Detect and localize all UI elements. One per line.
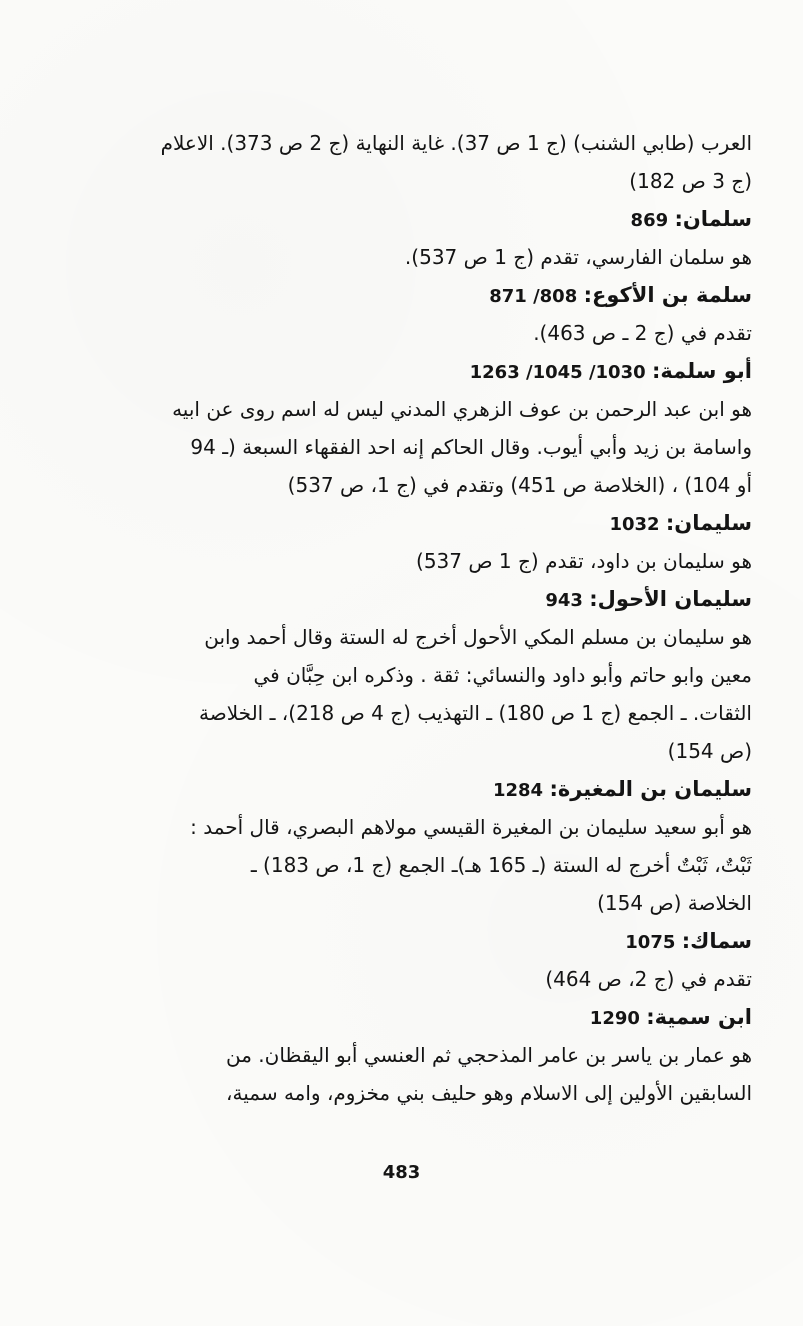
text-line: هو سليمان بن داود، تقدم (ج 1 ص 537): [416, 549, 752, 573]
text-line: (ج 3 ص 182): [629, 169, 752, 193]
entry-reference-numbers: 1075: [625, 932, 676, 953]
text-line: (ص 154): [667, 739, 752, 763]
entry-title: سماك:: [681, 929, 752, 953]
entry-heading: [100, 580, 752, 618]
text-line: هو أبو سعيد سليمان بن المغيرة القيسي مولاهم البصري، قال أحمد :: [190, 815, 752, 839]
page-number: 483: [382, 1162, 421, 1183]
text-line: هو سلمان الفارسي، تقدم (ج 1 ص 537).: [404, 245, 752, 269]
entry-title: سليمان:: [665, 511, 752, 535]
entry-reference-numbers: 943: [545, 590, 583, 611]
entry-reference-numbers: 1032: [609, 514, 660, 535]
entry-reference-numbers: 1290: [589, 1008, 640, 1029]
text-line: واسامة بن زيد وأبي أيوب. وقال الحاكم إنه احد الفقهاء السبعة (ـ 94: [190, 435, 752, 459]
entry-title: ابن سمية:: [646, 1005, 752, 1029]
text-line: هو ابن عبد الرحمن بن عوف الزهري المدني ليس له اسم روى عن ابيه: [172, 397, 752, 421]
text-line: تقدم في (ج 2 ـ ص 463).: [533, 321, 752, 345]
text-line: تقدم في (ج 2، ص 464): [545, 967, 752, 991]
text-line: معين وابو حاتم وأبو داود والنسائي: ثقة . وذكره ابن حِبَّان في: [253, 663, 752, 687]
entry-heading: [100, 200, 752, 238]
entry-title: سليمان بن المغيرة:: [549, 777, 752, 801]
text-line: هو عمار بن ياسر بن عامر المذحجي ثم العنسي أبو اليقظان. من: [226, 1043, 752, 1067]
text-line: أو 104) ، (الخلاصة ص 451) وتقدم في (ج 1، ص 537): [287, 473, 752, 497]
entry-heading: [100, 922, 752, 960]
entry-title: سلمان:: [674, 207, 752, 231]
entry-reference-numbers: 869: [630, 210, 669, 231]
text-line: الثقات. ـ الجمع (ج 1 ص 180) ـ التهذيب (ج 4 ص 218)، ـ الخلاصة: [199, 701, 752, 725]
entry-reference-numbers: 1030/ 1045/ 1263: [469, 362, 646, 383]
entry-heading: [100, 276, 752, 314]
entry-heading: [100, 770, 752, 808]
entry-heading: [100, 504, 752, 542]
entry-heading: [100, 352, 752, 390]
entry-reference-numbers: 808/ 871: [489, 286, 578, 307]
text-line: العرب (طابي الشنب) (ج 1 ص 37). غاية النهاية (ج 2 ص 373). الاعلام: [160, 131, 752, 155]
page-text-block: [100, 124, 752, 1112]
text-line: هو سليمان بن مسلم المكي الأحول أخرج له الستة وقال أحمد وابن: [204, 625, 752, 649]
entry-title: سلمة بن الأكوع:: [583, 283, 752, 307]
entry-title: أبو سلمة:: [652, 359, 752, 383]
text-line: الخلاصة (ص 154): [597, 891, 752, 915]
entry-heading: [100, 998, 752, 1036]
entry-title: سليمان الأحول:: [589, 587, 752, 611]
text-line: ثَبْتٌ، ثَبْتٌ أخرج له الستة (ـ 165 هـ)ـ الجمع (ج 1، ص 183) ـ: [250, 853, 752, 877]
text-line: السابقين الأولين إلى الاسلام وهو حليف بني مخزوم، وامه سمية،: [226, 1081, 752, 1105]
entry-reference-numbers: 1284: [492, 780, 544, 801]
